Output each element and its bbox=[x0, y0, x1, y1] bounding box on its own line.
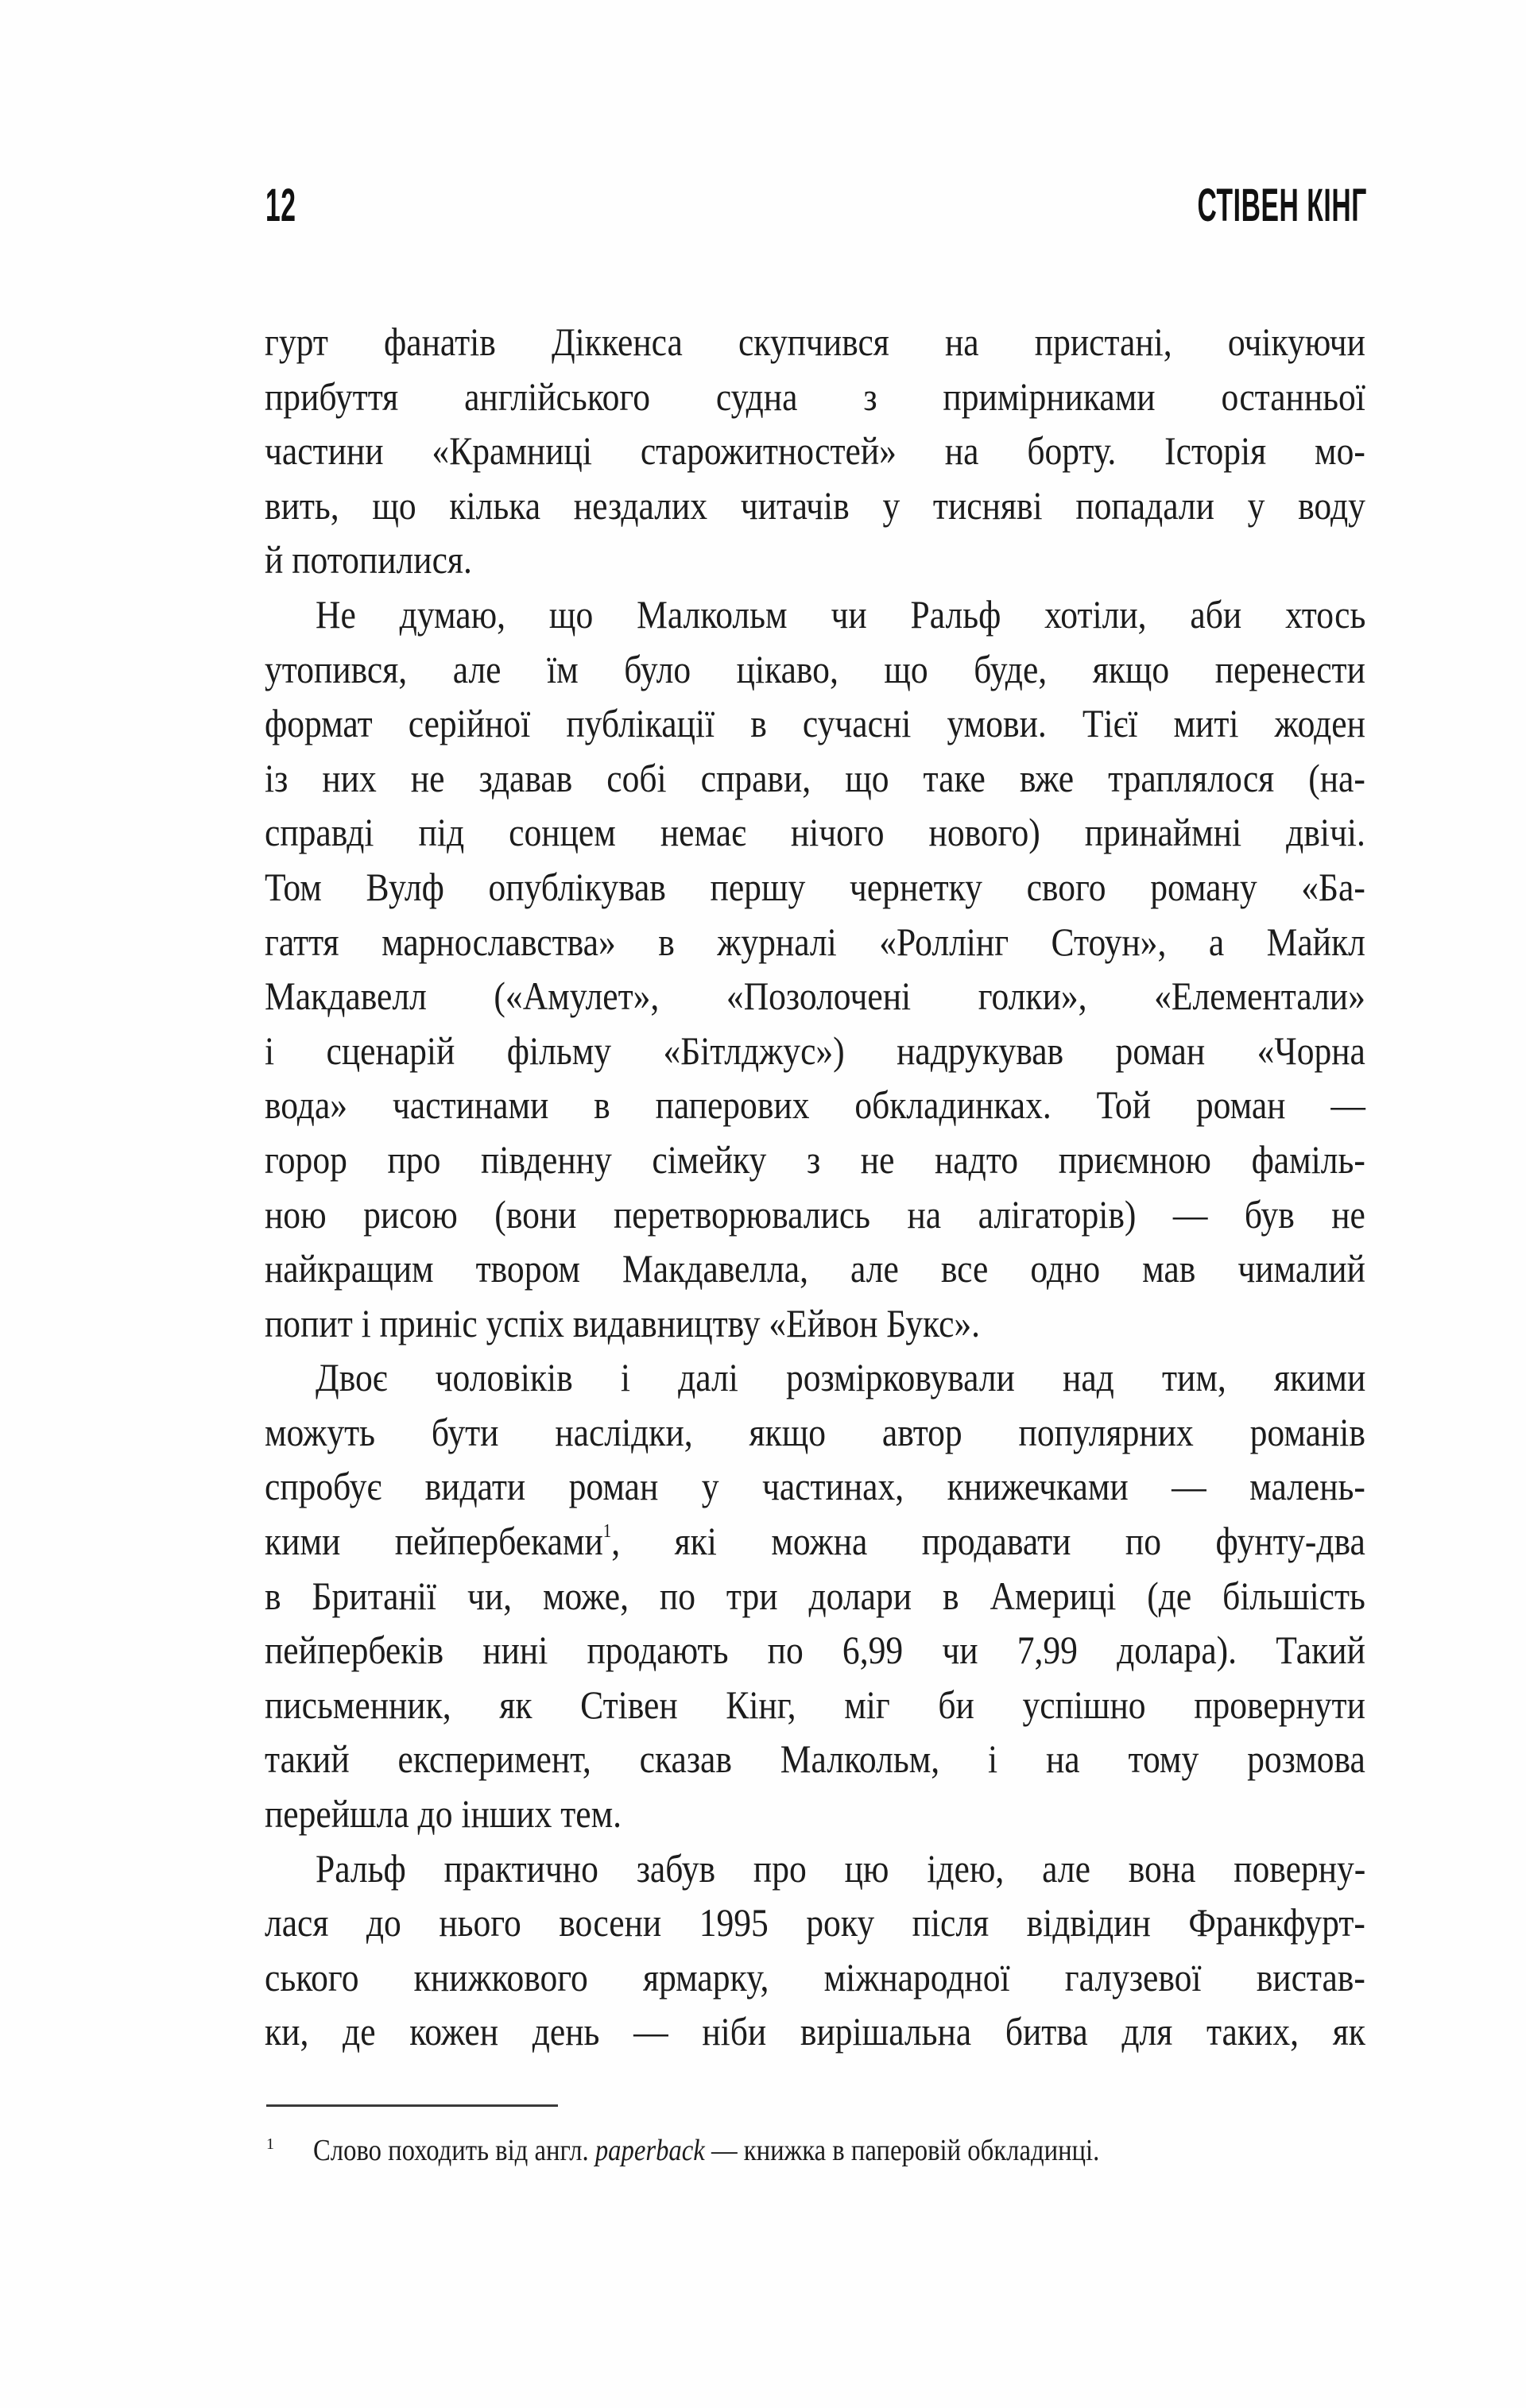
text-line bbox=[265, 1459, 1366, 1514]
text-line bbox=[265, 969, 1366, 1024]
text-line bbox=[265, 1132, 1366, 1187]
footnote-text bbox=[313, 2135, 1099, 2166]
footnote-divider bbox=[266, 2104, 558, 2107]
footnote-text-before: Слово походить від англ. bbox=[313, 2134, 595, 2167]
text-line bbox=[265, 1569, 1366, 1624]
text-line-text: формат серійної публікації в сучасні умови. Тієї миті жоден bbox=[265, 701, 1365, 746]
text-line-text: Макдавелл («Амулет», «Позолочені голки», «Елементали» bbox=[265, 974, 1365, 1019]
text-line-content bbox=[265, 1678, 1365, 1732]
running-head bbox=[265, 180, 1367, 231]
text-line-text: Ральф практично забув про цю ідею, але вона поверну- bbox=[316, 1845, 1366, 1891]
text-line bbox=[265, 1732, 1366, 1787]
text-line bbox=[265, 532, 1366, 587]
text-line bbox=[265, 1024, 1366, 1078]
text-line bbox=[265, 642, 1366, 697]
text-line-content bbox=[265, 1950, 1365, 2005]
text-line-text: частини «Крамниці старожитностей» на борту. Історія мо- bbox=[265, 428, 1365, 474]
text-line-text: утопився, але їм було цікаво, що буде, якщо перенести bbox=[265, 646, 1365, 691]
text-line-content bbox=[265, 1787, 1365, 1841]
text-line-content bbox=[265, 424, 1365, 478]
text-line-content bbox=[265, 1459, 1365, 1514]
text-line bbox=[265, 1078, 1366, 1132]
text-line bbox=[265, 1950, 1366, 2005]
text-line-content bbox=[316, 1350, 1365, 1405]
text-line-text: ки, де кожен день — ніби вирішальна битва для таких, як bbox=[265, 2009, 1365, 2054]
text-line-text: прибуття англійського судна з примірниками останньої bbox=[265, 374, 1365, 419]
text-line-text: Не думаю, що Малкольм чи Ральф хотіли, аби хтось bbox=[316, 591, 1366, 637]
text-line-text: вить, що кілька нездалих читачів у тисняві попадали у воду bbox=[265, 482, 1365, 528]
text-line-text: ною рисою (вони перетворювались на алігаторів) — був не bbox=[265, 1191, 1365, 1237]
text-line-suffix: , які можна продавати по фунту-два bbox=[611, 1519, 1365, 1564]
text-line bbox=[265, 751, 1366, 806]
text-line-text: спробує видати роман у частинах, книжечками — малень- bbox=[265, 1464, 1365, 1509]
text-line-text: лася до нього восени 1995 року після відвідин Франкфурт- bbox=[265, 1900, 1365, 1945]
text-line-content bbox=[265, 805, 1365, 860]
text-line-content bbox=[265, 642, 1365, 697]
text-line bbox=[265, 1895, 1366, 1950]
text-line-text: Том Вулф опублікував першу чернетку свого роману «Ба- bbox=[265, 864, 1365, 909]
text-line bbox=[265, 1514, 1366, 1569]
text-line bbox=[265, 696, 1366, 751]
text-line-content bbox=[265, 478, 1365, 533]
text-line-text: ського книжкового ярмарку, міжнародної галузевої вистав- bbox=[265, 1954, 1365, 2000]
text-line-content bbox=[265, 696, 1365, 751]
text-line-text: письменник, як Стівен Кінг, міг би успішно провернути bbox=[265, 1682, 1365, 1727]
running-title: СТІВЕН КІНГ bbox=[1197, 180, 1367, 231]
text-line-content bbox=[316, 1841, 1365, 1896]
text-line-text: кими пейпербеками bbox=[265, 1519, 603, 1564]
text-line-text: вода» частинами в паперових обкладинках. Той роман — bbox=[265, 1082, 1365, 1128]
text-line bbox=[265, 1296, 1366, 1351]
text-line-text: попит і приніс успіх видавництву «Ейвон Букс». bbox=[265, 1300, 981, 1345]
footnote-text-after: — книжка в паперовій обкладинці. bbox=[704, 2134, 1100, 2167]
text-line-text: в Британії чи, може, по три долари в Америці (де більшість bbox=[265, 1573, 1365, 1618]
text-line-content bbox=[265, 1132, 1365, 1187]
text-line-content bbox=[316, 587, 1365, 642]
text-line-text: й потопилися. bbox=[265, 537, 472, 583]
text-line bbox=[265, 1787, 1366, 1841]
text-line-content bbox=[265, 315, 1365, 370]
text-line-content bbox=[265, 1514, 1365, 1569]
text-line bbox=[265, 1841, 1366, 1896]
text-line bbox=[265, 1623, 1366, 1678]
text-line bbox=[265, 587, 1366, 642]
text-line bbox=[265, 860, 1366, 915]
text-line bbox=[265, 1187, 1366, 1242]
text-line-content bbox=[265, 2004, 1365, 2059]
page-number: 12 bbox=[265, 180, 296, 231]
text-line-text: можуть бути наслідки, якщо автор популярних романів bbox=[265, 1409, 1365, 1454]
text-line-content bbox=[265, 1187, 1365, 1242]
text-line-text: Двоє чоловіків і далі розмірковували над тим, якими bbox=[316, 1355, 1366, 1400]
text-line bbox=[265, 370, 1366, 424]
text-line bbox=[265, 805, 1366, 860]
text-line-content bbox=[265, 1895, 1365, 1950]
text-line-text: гурт фанатів Діккенса скупчився на пристані, очікуючи bbox=[265, 319, 1365, 364]
text-line-content bbox=[265, 532, 1365, 587]
text-line-content bbox=[265, 1078, 1365, 1132]
text-line bbox=[265, 478, 1366, 533]
text-line-content bbox=[265, 1024, 1365, 1078]
text-line-content bbox=[265, 370, 1365, 424]
text-line bbox=[265, 1678, 1366, 1732]
text-line bbox=[265, 1350, 1366, 1405]
text-line bbox=[265, 915, 1366, 970]
text-line-content bbox=[265, 1296, 1365, 1351]
text-line-text: із них не здавав собі справи, що таке вже траплялося (на- bbox=[265, 755, 1365, 800]
footnote-italic-term: paperback bbox=[595, 2134, 705, 2167]
text-line-text: гаття марнославства» в журналі «Роллінг Стоун», а Майкл bbox=[265, 919, 1365, 964]
text-line-content bbox=[265, 1241, 1365, 1296]
text-line-text: перейшла до інших тем. bbox=[265, 1791, 622, 1837]
text-line bbox=[265, 2004, 1366, 2059]
footnote-reference[interactable]: 1 bbox=[602, 1521, 612, 1543]
text-line bbox=[265, 424, 1366, 478]
text-line-text: пейпербеків нині продають по 6,99 чи 7,99 долара). Такий bbox=[265, 1628, 1365, 1673]
text-line bbox=[265, 1405, 1366, 1460]
body-text bbox=[265, 315, 1366, 2059]
text-line-content bbox=[265, 1732, 1365, 1787]
text-line-content bbox=[265, 860, 1365, 915]
text-line bbox=[265, 315, 1366, 370]
text-line-content bbox=[265, 1623, 1365, 1678]
text-line-text: такий експеримент, сказав Малкольм, і на тому розмова bbox=[265, 1736, 1365, 1782]
text-line-content bbox=[265, 1569, 1365, 1624]
text-line bbox=[265, 1241, 1366, 1296]
text-line-text: і сценарій фільму «Бітлджус») надрукував роман «Чорна bbox=[265, 1028, 1365, 1073]
text-line-text: найкращим твором Макдавелла, але все одно мав чималий bbox=[265, 1246, 1365, 1291]
text-line-content bbox=[265, 751, 1365, 806]
text-line-text: горор про південну сімейку з не надто приємною фаміль- bbox=[265, 1136, 1365, 1182]
footnote-mark: 1 bbox=[266, 2135, 274, 2153]
text-line-content bbox=[265, 1405, 1365, 1460]
text-line-text: справді під сонцем немає нічого нового) принаймні двічі. bbox=[265, 810, 1365, 855]
text-line-content bbox=[265, 915, 1365, 970]
text-line-content bbox=[265, 969, 1365, 1024]
